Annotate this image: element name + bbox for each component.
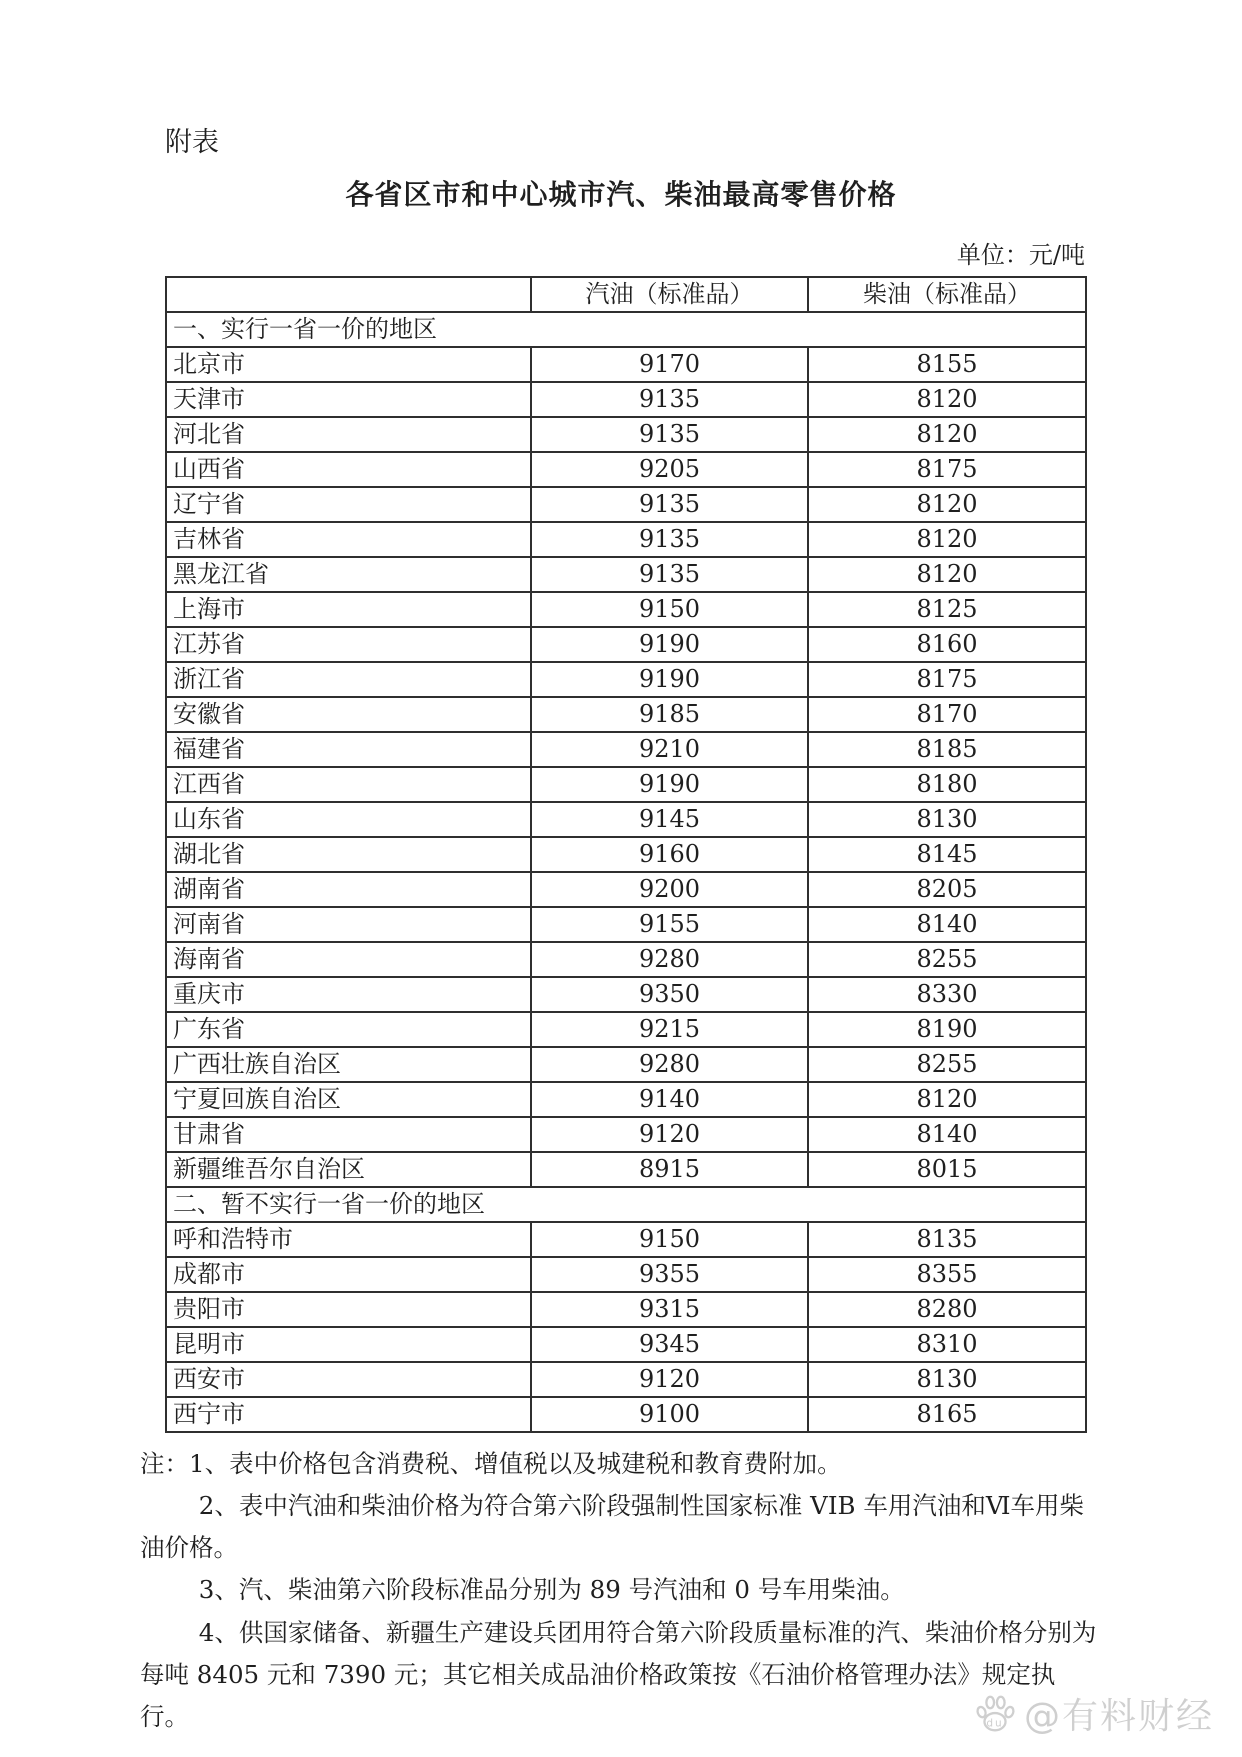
- region-cell: 西宁市: [166, 1397, 531, 1432]
- region-cell: 贵阳市: [166, 1292, 531, 1327]
- diesel-price-cell: 8310: [808, 1327, 1086, 1362]
- gasoline-column-header: 汽油（标准品）: [531, 277, 808, 312]
- region-cell: 吉林省: [166, 522, 531, 557]
- gasoline-price-cell: 9205: [531, 452, 808, 487]
- diesel-price-cell: 8130: [808, 1362, 1086, 1397]
- gasoline-price-cell: 9150: [531, 592, 808, 627]
- region-column-header: [166, 277, 531, 312]
- diesel-price-cell: 8140: [808, 1117, 1086, 1152]
- table-row: [166, 732, 1086, 767]
- diesel-price-cell: 8130: [808, 802, 1086, 837]
- table-row: [166, 872, 1086, 907]
- region-cell: 新疆维吾尔自治区: [166, 1152, 531, 1187]
- price-table-body: [166, 312, 1086, 1432]
- region-cell: 广东省: [166, 1012, 531, 1047]
- table-row: [166, 907, 1086, 942]
- region-cell: 呼和浩特市: [166, 1222, 531, 1257]
- gasoline-price-cell: 9350: [531, 977, 808, 1012]
- diesel-price-cell: 8135: [808, 1222, 1086, 1257]
- gasoline-price-cell: 9135: [531, 382, 808, 417]
- table-row: [166, 1082, 1086, 1117]
- gasoline-price-cell: 9280: [531, 942, 808, 977]
- diesel-price-cell: 8120: [808, 417, 1086, 452]
- diesel-price-cell: 8120: [808, 487, 1086, 522]
- diesel-price-cell: 8170: [808, 697, 1086, 732]
- diesel-price-cell: 8175: [808, 452, 1086, 487]
- note-line: 注：1、表中价格包含消费税、增值税以及城建税和教育费附加。: [140, 1449, 842, 1478]
- region-cell: 昆明市: [166, 1327, 531, 1362]
- region-cell: 天津市: [166, 382, 531, 417]
- table-row: [166, 557, 1086, 592]
- table-row: [166, 662, 1086, 697]
- table-row: [166, 1362, 1086, 1397]
- gasoline-price-cell: 9210: [531, 732, 808, 767]
- gasoline-price-cell: 9135: [531, 522, 808, 557]
- diesel-column-header: 柴油（标准品）: [808, 277, 1086, 312]
- notes: [140, 1443, 1102, 1738]
- gasoline-price-cell: 9145: [531, 802, 808, 837]
- region-cell: 山东省: [166, 802, 531, 837]
- gasoline-price-cell: 9135: [531, 557, 808, 592]
- region-cell: 甘肃省: [166, 1117, 531, 1152]
- gasoline-price-cell: 9160: [531, 837, 808, 872]
- table-row: [166, 1397, 1086, 1432]
- diesel-price-cell: 8145: [808, 837, 1086, 872]
- diesel-price-cell: 8125: [808, 592, 1086, 627]
- region-cell: 重庆市: [166, 977, 531, 1012]
- gasoline-price-cell: 9135: [531, 487, 808, 522]
- diesel-price-cell: 8190: [808, 1012, 1086, 1047]
- page-title: 各省区市和中心城市汽、柴油最高零售价格: [345, 178, 897, 211]
- table-row: [166, 487, 1086, 522]
- region-cell: 海南省: [166, 942, 531, 977]
- table-row: [166, 347, 1086, 382]
- diesel-price-cell: 8180: [808, 767, 1086, 802]
- table-row: [166, 522, 1086, 557]
- diesel-price-cell: 8205: [808, 872, 1086, 907]
- table-row: [166, 802, 1086, 837]
- table-row: [166, 1117, 1086, 1152]
- gasoline-price-cell: 9190: [531, 662, 808, 697]
- gasoline-price-cell: 9100: [531, 1397, 808, 1432]
- table-row: [166, 1012, 1086, 1047]
- price-table: [165, 276, 1087, 1433]
- gasoline-price-cell: 9200: [531, 872, 808, 907]
- diesel-price-cell: 8165: [808, 1397, 1086, 1432]
- region-cell: 宁夏回族自治区: [166, 1082, 531, 1117]
- diesel-price-cell: 8015: [808, 1152, 1086, 1187]
- table-row: [166, 382, 1086, 417]
- section-row: [166, 312, 1086, 347]
- gasoline-price-cell: 9280: [531, 1047, 808, 1082]
- note-line: 4、供国家储备、新疆生产建设兵团用符合第六阶段质量标准的汽、柴油价格分别为每吨 8405 元和 7390 元；其它相关成品油价格政策按《石油价格管理办法》规定执行。: [140, 1617, 1097, 1731]
- region-cell: 辽宁省: [166, 487, 531, 522]
- section-row: [166, 1187, 1086, 1222]
- gasoline-price-cell: 9120: [531, 1362, 808, 1397]
- diesel-price-cell: 8185: [808, 732, 1086, 767]
- section-label: 一、实行一省一价的地区: [166, 312, 1086, 347]
- gasoline-price-cell: 9355: [531, 1257, 808, 1292]
- region-cell: 江西省: [166, 767, 531, 802]
- table-row: [166, 697, 1086, 732]
- table-header-row: [166, 277, 1086, 312]
- table-row: [166, 1327, 1086, 1362]
- region-cell: 湖南省: [166, 872, 531, 907]
- gasoline-price-cell: 9135: [531, 417, 808, 452]
- gasoline-price-cell: 9150: [531, 1222, 808, 1257]
- table-row: [166, 1047, 1086, 1082]
- diesel-price-cell: 8120: [808, 1082, 1086, 1117]
- table-row: [166, 977, 1086, 1012]
- diesel-price-cell: 8255: [808, 942, 1086, 977]
- diesel-price-cell: 8280: [808, 1292, 1086, 1327]
- section-label: 二、暂不实行一省一价的地区: [166, 1187, 1086, 1222]
- baidu-paw-icon: [972, 1691, 1018, 1737]
- gasoline-price-cell: 9185: [531, 697, 808, 732]
- region-cell: 黑龙江省: [166, 557, 531, 592]
- annex-label: 附表: [165, 127, 219, 158]
- region-cell: 湖北省: [166, 837, 531, 872]
- gasoline-price-cell: 9190: [531, 627, 808, 662]
- table-row: [166, 837, 1086, 872]
- region-cell: 成都市: [166, 1257, 531, 1292]
- gasoline-price-cell: 9345: [531, 1327, 808, 1362]
- table-row: [166, 1292, 1086, 1327]
- diesel-price-cell: 8140: [808, 907, 1086, 942]
- note-line: 2、表中汽油和柴油价格为符合第六阶段强制性国家标准 VIB 车用汽油和Ⅵ车用柴油价格。: [140, 1491, 1084, 1563]
- region-cell: 广西壮族自治区: [166, 1047, 531, 1082]
- gasoline-price-cell: 9215: [531, 1012, 808, 1047]
- region-cell: 江苏省: [166, 627, 531, 662]
- region-cell: 福建省: [166, 732, 531, 767]
- region-cell: 西安市: [166, 1362, 531, 1397]
- gasoline-price-cell: 9120: [531, 1117, 808, 1152]
- region-cell: 安徽省: [166, 697, 531, 732]
- table-row: [166, 627, 1086, 662]
- region-cell: 上海市: [166, 592, 531, 627]
- watermark-text: @有料财经: [1023, 1696, 1214, 1737]
- diesel-price-cell: 8330: [808, 977, 1086, 1012]
- region-cell: 北京市: [166, 347, 531, 382]
- table-row: [166, 1152, 1086, 1187]
- table-row: [166, 592, 1086, 627]
- unit-label: 单位：元/吨: [956, 241, 1085, 269]
- gasoline-price-cell: 9170: [531, 347, 808, 382]
- diesel-price-cell: 8355: [808, 1257, 1086, 1292]
- diesel-price-cell: 8175: [808, 662, 1086, 697]
- gasoline-price-cell: 9140: [531, 1082, 808, 1117]
- diesel-price-cell: 8120: [808, 557, 1086, 592]
- table-row: [166, 417, 1086, 452]
- diesel-price-cell: 8160: [808, 627, 1086, 662]
- table-row: [166, 1257, 1086, 1292]
- gasoline-price-cell: 9315: [531, 1292, 808, 1327]
- note-line: 3、汽、柴油第六阶段标准品分别为 89 号汽油和 0 号车用柴油。: [198, 1575, 905, 1605]
- region-cell: 山西省: [166, 452, 531, 487]
- baidu-du-letters: du: [986, 1716, 1004, 1729]
- region-cell: 浙江省: [166, 662, 531, 697]
- gasoline-price-cell: 8915: [531, 1152, 808, 1187]
- watermark: [972, 1688, 1214, 1739]
- table-row: [166, 942, 1086, 977]
- diesel-price-cell: 8120: [808, 382, 1086, 417]
- diesel-price-cell: 8120: [808, 522, 1086, 557]
- diesel-price-cell: 8155: [808, 347, 1086, 382]
- table-row: [166, 1222, 1086, 1257]
- table-row: [166, 452, 1086, 487]
- gasoline-price-cell: 9155: [531, 907, 808, 942]
- gasoline-price-cell: 9190: [531, 767, 808, 802]
- diesel-price-cell: 8255: [808, 1047, 1086, 1082]
- region-cell: 河北省: [166, 417, 531, 452]
- table-row: [166, 767, 1086, 802]
- region-cell: 河南省: [166, 907, 531, 942]
